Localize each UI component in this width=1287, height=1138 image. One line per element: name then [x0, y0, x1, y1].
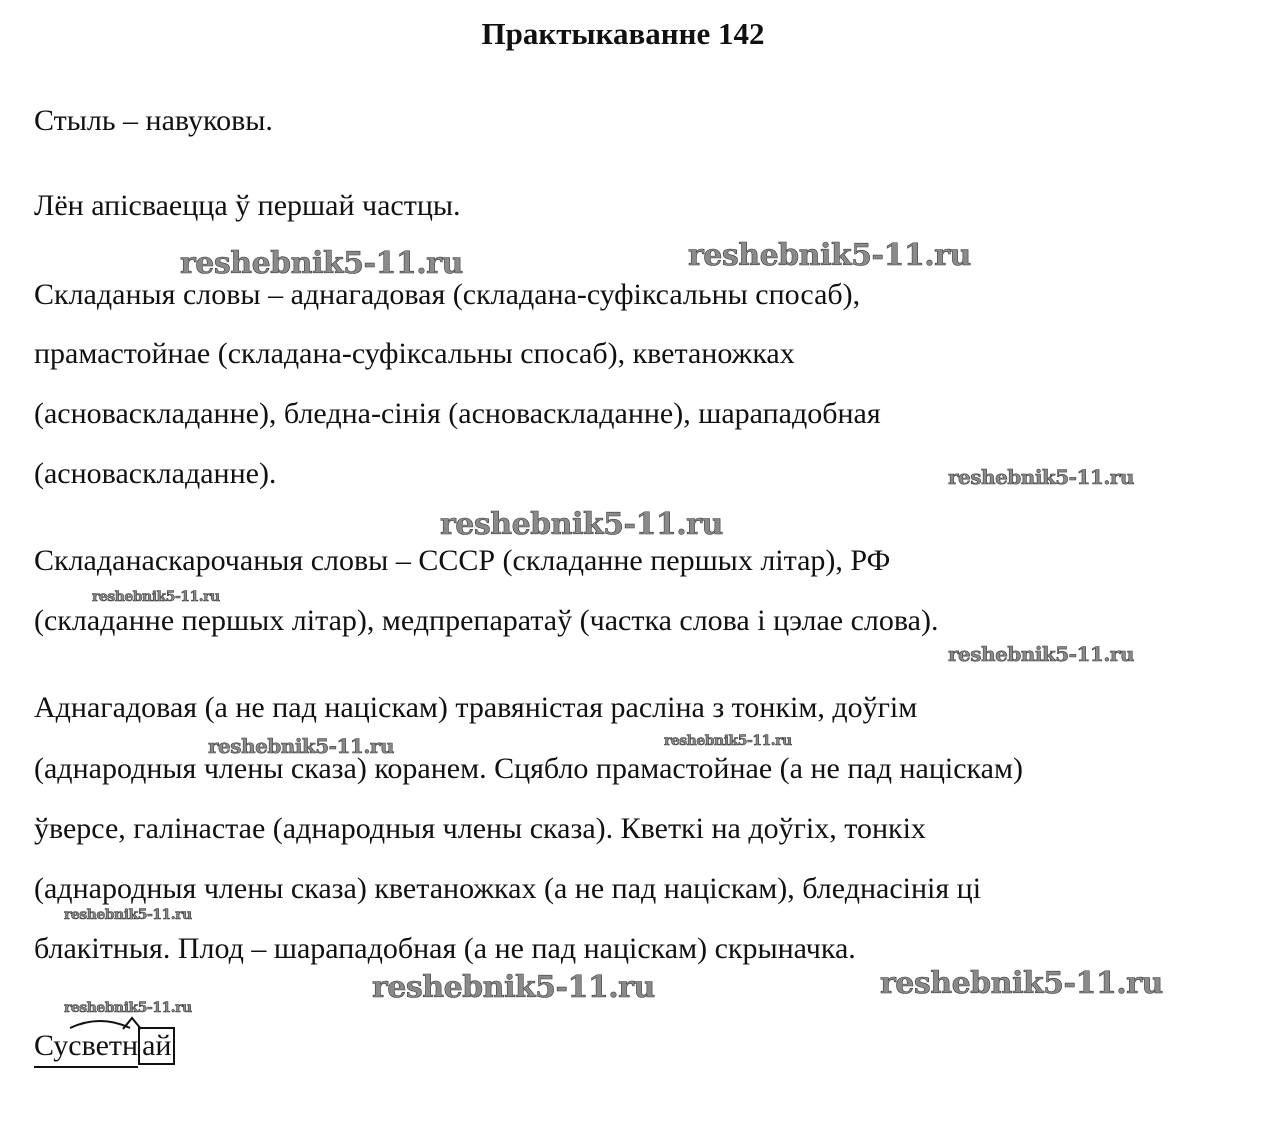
text-line: (асноваскладанне), бледна-сінія (асноваскладанне), шарападобная [34, 397, 881, 430]
text-line: Складаныя словы – аднагадовая (складана-суфіксальны спосаб), [34, 278, 861, 311]
word-prefix-part: Су [34, 1029, 69, 1062]
text-line: прамастойнае (складана-суфіксальны спосаб), кветаножках [34, 337, 795, 370]
watermark: reshebnik5-11.ru [664, 733, 792, 749]
text-line: (аднародныя члены сказа) коранем. Сцябло прамастойнае (а не пад націскам) [34, 752, 1023, 785]
text-line: блакітныя. Плод – шарападобная (а не пад націскам) скрыначка. [34, 932, 856, 965]
watermark: reshebnik5-11.ru [180, 246, 463, 281]
suffix-caret-mark [122, 1018, 142, 1030]
word-stem [34, 1026, 138, 1068]
watermark: reshebnik5-11.ru [64, 1000, 192, 1016]
text-line-flax: Лён апісваецца ў першай частцы. [34, 189, 461, 222]
watermark: reshebnik5-11.ru [948, 465, 1134, 489]
text-line: (асноваскладанне). [34, 457, 277, 490]
text-line: (складанне першых літар), медпрепаратаў (частка слова і цэлае слова). [34, 604, 939, 637]
text-line: Складанаскарочаныя словы – СССР (складанне першых літар), РФ [34, 544, 891, 577]
watermark: reshebnik5-11.ru [372, 970, 655, 1005]
word-morpheme-analysis [34, 1026, 175, 1068]
word-root [68, 1026, 122, 1066]
page-title: Практыкаванне 142 [481, 16, 765, 51]
text-line: Аднагадовая (а не пад націскам) травяністая расліна з тонкім, доўгім [34, 691, 918, 724]
watermark: reshebnik5-11.ru [948, 642, 1134, 666]
text-line-style: Стыль – навуковы. [34, 104, 273, 137]
watermark: reshebnik5-11.ru [440, 507, 723, 542]
watermark: reshebnik5-11.ru [208, 734, 394, 758]
word-ending-box: ай [138, 1027, 175, 1065]
watermark: reshebnik5-11.ru [688, 238, 971, 273]
text-line: ўверсе, галінастае (аднародныя члены сказа). Кветкі на доўгіх, тонкіх [34, 812, 926, 845]
word-root-text: свет [68, 1029, 122, 1062]
word-suffix-text: н [122, 1029, 139, 1062]
watermark: reshebnik5-11.ru [92, 589, 220, 605]
word-suffix [122, 1026, 138, 1066]
watermark: reshebnik5-11.ru [64, 907, 192, 923]
text-line: (аднародныя члены сказа) кветаножках (а не пад націскам), бледнасінія ці [34, 872, 982, 905]
watermark: reshebnik5-11.ru [880, 966, 1163, 1001]
